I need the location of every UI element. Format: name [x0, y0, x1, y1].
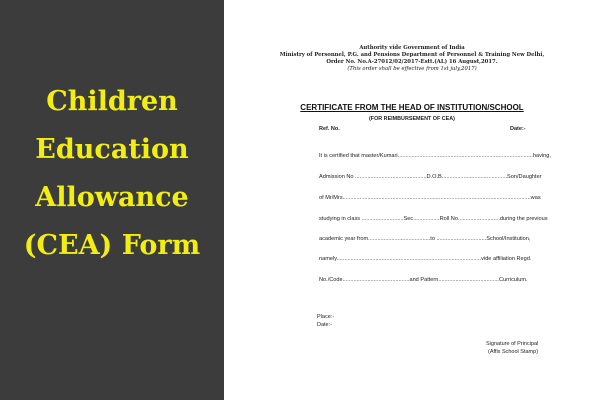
form-title-line: Allowance [35, 182, 189, 213]
header-order: Order No. No.A-27012/02/2017-Estt.(AL) 16 August,2017. [326, 59, 498, 65]
certificate-subtitle: (FOR REIMBURSEMENT OF CEA) [369, 116, 455, 122]
form-title-line: (CEA) Form [23, 230, 201, 261]
signature-label: Signature of Principal [486, 341, 539, 347]
certificate-title: CERTIFICATE FROM THE HEAD OF INSTITUTION/SCHOOL [300, 103, 524, 112]
header-ministry: Ministry of Personnel, P.G. and Pensions Department of Personnel & Training New Delhi, [279, 52, 545, 58]
form-title-line: Children [46, 86, 178, 117]
date-bottom-label: Date:- [317, 322, 332, 328]
certificate-line: No./Code...........................................and Pattern.......................................Curriculum. [319, 277, 528, 283]
header-authority: Authority vide Government of India [359, 45, 465, 51]
date-label: Date:- [510, 126, 526, 132]
certificate-line: of Mr/Mrs.........................................................................................................................was [319, 195, 541, 201]
place-label: Place:- [317, 314, 335, 320]
left-title-panel [0, 0, 224, 400]
certificate-line: studying in class ...........................Sec.................Roll No...........................during the previous [319, 216, 548, 222]
certificate-line: academic year from........................................to ................................School/Institution, [319, 236, 531, 242]
certificate-line: It is certified that master/Kumari.......................................................................................having, [319, 153, 551, 159]
certificate-line: namely.............................................................................................vide affiliation Regd. [319, 256, 532, 262]
stamp-label: (Affix School Stamp) [488, 349, 539, 355]
ref-no-label: Ref. No. [319, 126, 340, 132]
document-page [224, 0, 600, 400]
certificate-line: Admission No ..............................................D.O.B..........................................Son/Daughter [319, 174, 542, 180]
form-title [0, 78, 224, 270]
header-effective: (This order shall be effective from 1st july,2017) [347, 66, 477, 72]
form-title-line: Education [35, 134, 189, 165]
